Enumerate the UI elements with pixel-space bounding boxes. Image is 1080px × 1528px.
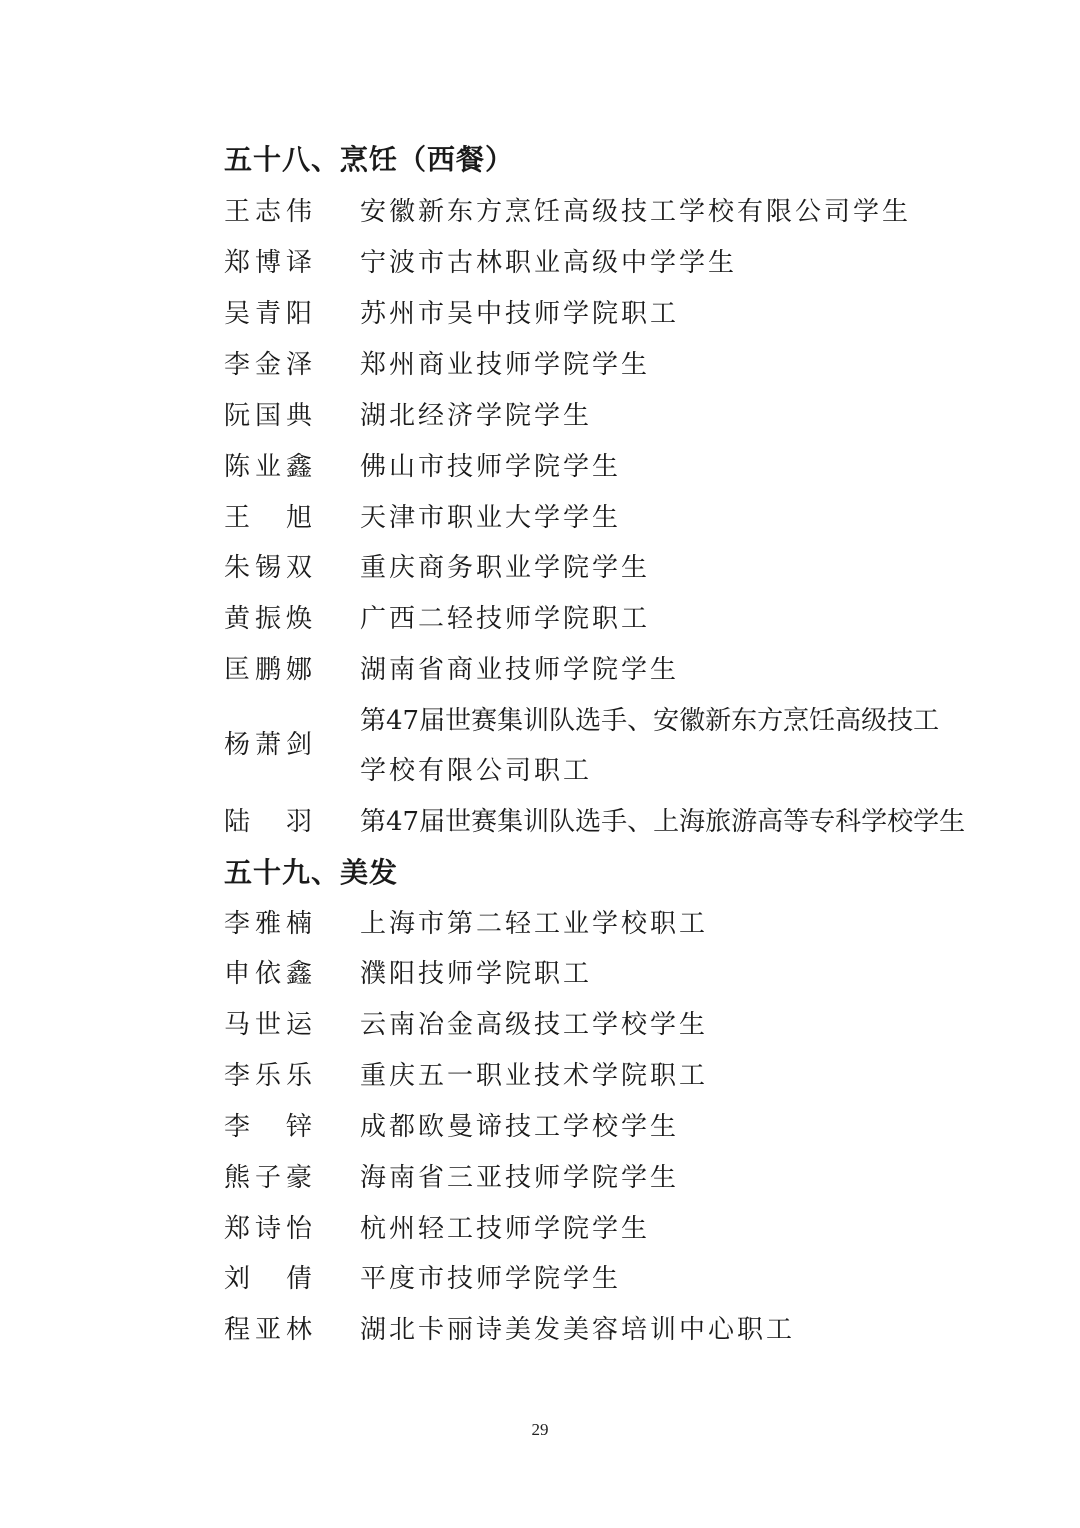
person-name: 郑博译 [224, 248, 318, 278]
person-name: 李乐乐 [224, 1061, 318, 1091]
organization: 云南冶金高级技工学校学生 [360, 1010, 709, 1040]
person-name: 阮国典 [224, 401, 318, 431]
organization: 湖北经济学院学生 [360, 401, 593, 431]
section-title-hairdressing: 五十九、美发 [224, 856, 399, 889]
person-name: 吴青阳 [224, 299, 318, 329]
organization: 第47届世赛集训队选手、上海旅游高等专科学校学生 [360, 807, 966, 837]
organization: 第47届世赛集训队选手、安徽新东方烹饪高级技工 [360, 706, 940, 736]
organization: 湖北卡丽诗美发美容培训中心职工 [360, 1315, 796, 1345]
person-name: 王志伟 [224, 197, 318, 227]
person-name: 陆 羽 [224, 807, 318, 837]
section-title-cooking: 五十八、烹饪（西餐） [224, 143, 515, 176]
person-name: 马世运 [224, 1010, 318, 1040]
person-name: 郑诗怡 [224, 1214, 318, 1244]
person-name: 陈业鑫 [224, 452, 318, 482]
organization: 海南省三亚技师学院学生 [360, 1163, 680, 1193]
organization-continued: 学校有限公司职工 [360, 756, 593, 786]
organization: 佛山市技师学院学生 [360, 452, 622, 482]
person-name: 杨萧剑 [224, 730, 318, 760]
person-name: 程亚林 [224, 1315, 318, 1345]
organization: 广西二轻技师学院职工 [360, 604, 651, 634]
person-name: 李雅楠 [224, 909, 318, 939]
organization: 安徽新东方烹饪高级技工学校有限公司学生 [360, 197, 912, 227]
organization: 濮阳技师学院职工 [360, 959, 593, 989]
page-number: 29 [531, 1420, 549, 1439]
person-name: 李 锌 [224, 1112, 318, 1142]
organization: 重庆商务职业学院学生 [360, 553, 651, 583]
organization: 湖南省商业技师学院学生 [360, 655, 680, 685]
organization: 郑州商业技师学院学生 [360, 350, 651, 380]
person-name: 朱锡双 [224, 553, 318, 583]
organization: 重庆五一职业技术学院职工 [360, 1061, 709, 1091]
person-name: 申依鑫 [224, 959, 318, 989]
person-name: 黄振焕 [224, 604, 318, 634]
organization: 上海市第二轻工业学校职工 [360, 909, 709, 939]
organization: 宁波市古林职业高级中学学生 [360, 248, 738, 278]
person-name: 匡鹏娜 [224, 655, 318, 685]
organization: 平度市技师学院学生 [360, 1264, 622, 1294]
organization: 成都欧曼谛技工学校学生 [360, 1112, 680, 1142]
person-name: 刘 倩 [224, 1264, 318, 1294]
organization: 苏州市吴中技师学院职工 [360, 299, 680, 329]
person-name: 王 旭 [224, 503, 318, 533]
organization: 天津市职业大学学生 [360, 503, 622, 533]
organization: 杭州轻工技师学院学生 [360, 1214, 651, 1244]
person-name: 熊子豪 [224, 1163, 318, 1193]
person-name: 李金泽 [224, 350, 318, 380]
